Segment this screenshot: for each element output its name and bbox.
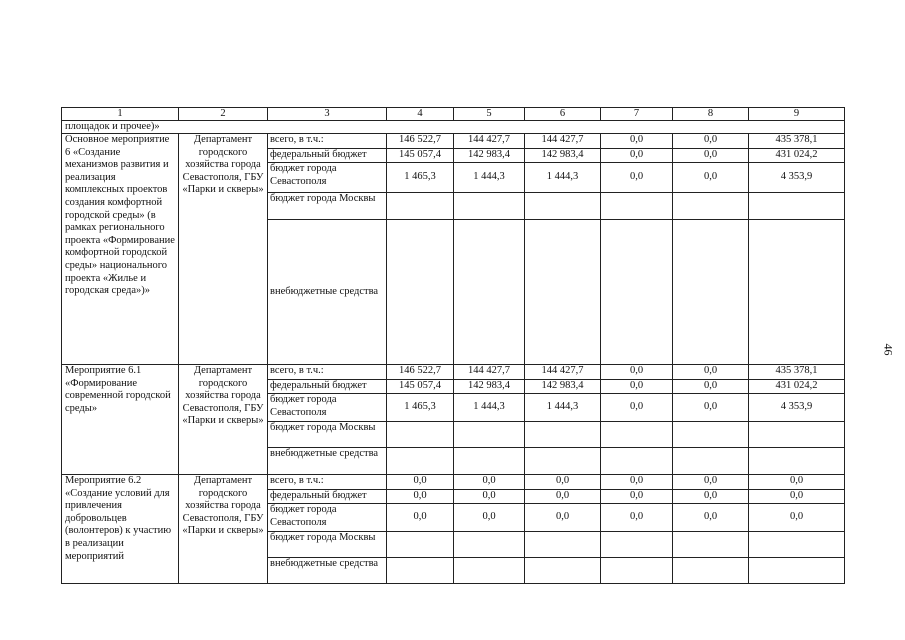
value-cell: 0,0 xyxy=(673,163,749,193)
value-cell xyxy=(749,193,845,220)
funding-source: федеральный бюджет xyxy=(268,490,387,504)
value-cell xyxy=(387,532,454,558)
value-cell: 0,0 xyxy=(673,504,749,532)
value-cell xyxy=(525,422,601,448)
funding-source: всего, в т.ч.: xyxy=(268,475,387,490)
value-cell xyxy=(525,448,601,475)
value-cell: 0,0 xyxy=(525,490,601,504)
value-cell: 0,0 xyxy=(673,475,749,490)
value-cell: 144 427,7 xyxy=(525,365,601,380)
value-cell xyxy=(454,422,525,448)
value-cell xyxy=(454,193,525,220)
value-cell: 146 522,7 xyxy=(387,365,454,380)
value-cell: 0,0 xyxy=(454,490,525,504)
value-cell: 1 465,3 xyxy=(387,163,454,193)
value-cell: 0,0 xyxy=(525,504,601,532)
funding-source: внебюджетные средства xyxy=(268,558,387,584)
continuation-row xyxy=(62,121,845,134)
value-cell: 1 444,3 xyxy=(454,163,525,193)
column-header: 9 xyxy=(749,108,845,121)
funding-source: внебюджетные средства xyxy=(268,220,387,365)
value-cell: 0,0 xyxy=(749,504,845,532)
value-cell xyxy=(525,532,601,558)
value-cell: 0,0 xyxy=(749,490,845,504)
column-header: 2 xyxy=(179,108,268,121)
value-cell xyxy=(454,448,525,475)
value-cell: 0,0 xyxy=(673,380,749,394)
funding-source: федеральный бюджет xyxy=(268,149,387,163)
value-cell xyxy=(387,220,454,365)
funding-source: федеральный бюджет xyxy=(268,380,387,394)
value-cell: 142 983,4 xyxy=(525,149,601,163)
value-cell xyxy=(749,448,845,475)
column-header: 3 xyxy=(268,108,387,121)
value-cell: 144 427,7 xyxy=(525,134,601,149)
value-cell xyxy=(673,193,749,220)
value-cell: 0,0 xyxy=(387,475,454,490)
value-cell xyxy=(601,422,673,448)
funding-source: бюджет города Севастополя xyxy=(268,504,387,532)
value-cell: 4 353,9 xyxy=(749,163,845,193)
value-cell xyxy=(601,532,673,558)
column-header: 5 xyxy=(454,108,525,121)
value-cell: 146 522,7 xyxy=(387,134,454,149)
funding-source: бюджет города Севастополя xyxy=(268,163,387,193)
value-cell: 0,0 xyxy=(387,490,454,504)
value-cell: 0,0 xyxy=(749,475,845,490)
value-cell: 435 378,1 xyxy=(749,365,845,380)
value-cell: 0,0 xyxy=(525,475,601,490)
value-cell: 431 024,2 xyxy=(749,149,845,163)
value-cell: 0,0 xyxy=(673,365,749,380)
value-cell: 0,0 xyxy=(454,475,525,490)
column-header: 4 xyxy=(387,108,454,121)
value-cell xyxy=(387,193,454,220)
value-cell: 1 444,3 xyxy=(454,394,525,422)
value-cell: 145 057,4 xyxy=(387,149,454,163)
table-row xyxy=(62,475,845,490)
value-cell: 435 378,1 xyxy=(749,134,845,149)
continuation-text: площадок и прочее)» xyxy=(62,121,845,134)
funding-source: бюджет города Москвы xyxy=(268,532,387,558)
value-cell xyxy=(387,422,454,448)
value-cell: 145 057,4 xyxy=(387,380,454,394)
value-cell: 0,0 xyxy=(673,394,749,422)
value-cell xyxy=(673,422,749,448)
value-cell: 0,0 xyxy=(387,504,454,532)
value-cell: 0,0 xyxy=(673,490,749,504)
funding-source: бюджет города Севастополя xyxy=(268,394,387,422)
measure-name: Мероприятие 6.1 «Формирование современной городской среды» xyxy=(62,365,179,475)
executor-name: Департамент городского хозяйства города Севастополя, ГБУ «Парки и скверы» xyxy=(179,475,268,584)
table-row xyxy=(62,134,845,149)
value-cell xyxy=(749,220,845,365)
table-row xyxy=(62,365,845,380)
value-cell xyxy=(749,422,845,448)
column-header: 6 xyxy=(525,108,601,121)
value-cell xyxy=(673,532,749,558)
value-cell: 0,0 xyxy=(601,163,673,193)
value-cell xyxy=(454,558,525,584)
value-cell: 0,0 xyxy=(601,380,673,394)
value-cell: 142 983,4 xyxy=(525,380,601,394)
measure-name: Основное мероприятие 6 «Создание механизмов развития и реализация комплексных проектов создания комфортной городской среды» (в рамках регионального проекта «Формирование комфортной городской среды» национального проекта «Жилье и городская среда»)» xyxy=(62,134,179,365)
value-cell xyxy=(601,448,673,475)
column-header: 7 xyxy=(601,108,673,121)
value-cell: 0,0 xyxy=(454,504,525,532)
value-cell xyxy=(749,558,845,584)
header-row xyxy=(62,108,845,121)
page-number: 46 xyxy=(881,343,896,356)
value-cell: 0,0 xyxy=(601,365,673,380)
funding-source: бюджет города Москвы xyxy=(268,422,387,448)
value-cell: 0,0 xyxy=(601,490,673,504)
value-cell: 142 983,4 xyxy=(454,149,525,163)
value-cell xyxy=(601,193,673,220)
value-cell: 0,0 xyxy=(601,504,673,532)
value-cell: 4 353,9 xyxy=(749,394,845,422)
measure-name: Мероприятие 6.2 «Создание условий для привлечения добровольцев (волонтеров) к участию в реализации мероприятий xyxy=(62,475,179,584)
value-cell: 144 427,7 xyxy=(454,134,525,149)
value-cell: 1 465,3 xyxy=(387,394,454,422)
value-cell: 144 427,7 xyxy=(454,365,525,380)
value-cell xyxy=(525,193,601,220)
value-cell: 0,0 xyxy=(601,475,673,490)
funding-source: внебюджетные средства xyxy=(268,448,387,475)
value-cell: 142 983,4 xyxy=(454,380,525,394)
value-cell xyxy=(749,532,845,558)
value-cell: 1 444,3 xyxy=(525,163,601,193)
value-cell: 0,0 xyxy=(673,149,749,163)
funding-source: всего, в т.ч.: xyxy=(268,365,387,380)
value-cell: 0,0 xyxy=(601,134,673,149)
value-cell: 0,0 xyxy=(601,149,673,163)
column-header: 8 xyxy=(673,108,749,121)
value-cell: 0,0 xyxy=(673,134,749,149)
value-cell xyxy=(454,532,525,558)
value-cell xyxy=(601,220,673,365)
executor-name: Департамент городского хозяйства города Севастополя, ГБУ «Парки и скверы» xyxy=(179,365,268,475)
value-cell xyxy=(673,448,749,475)
value-cell xyxy=(673,558,749,584)
value-cell: 1 444,3 xyxy=(525,394,601,422)
value-cell xyxy=(601,558,673,584)
column-header: 1 xyxy=(62,108,179,121)
value-cell: 431 024,2 xyxy=(749,380,845,394)
value-cell xyxy=(387,448,454,475)
value-cell xyxy=(525,558,601,584)
value-cell xyxy=(525,220,601,365)
funding-source: всего, в т.ч.: xyxy=(268,134,387,149)
budget-table xyxy=(61,107,845,584)
executor-name: Департамент городского хозяйства города Севастополя, ГБУ «Парки и скверы» xyxy=(179,134,268,365)
value-cell: 0,0 xyxy=(601,394,673,422)
value-cell xyxy=(454,220,525,365)
value-cell xyxy=(387,558,454,584)
funding-source: бюджет города Москвы xyxy=(268,193,387,220)
value-cell xyxy=(673,220,749,365)
